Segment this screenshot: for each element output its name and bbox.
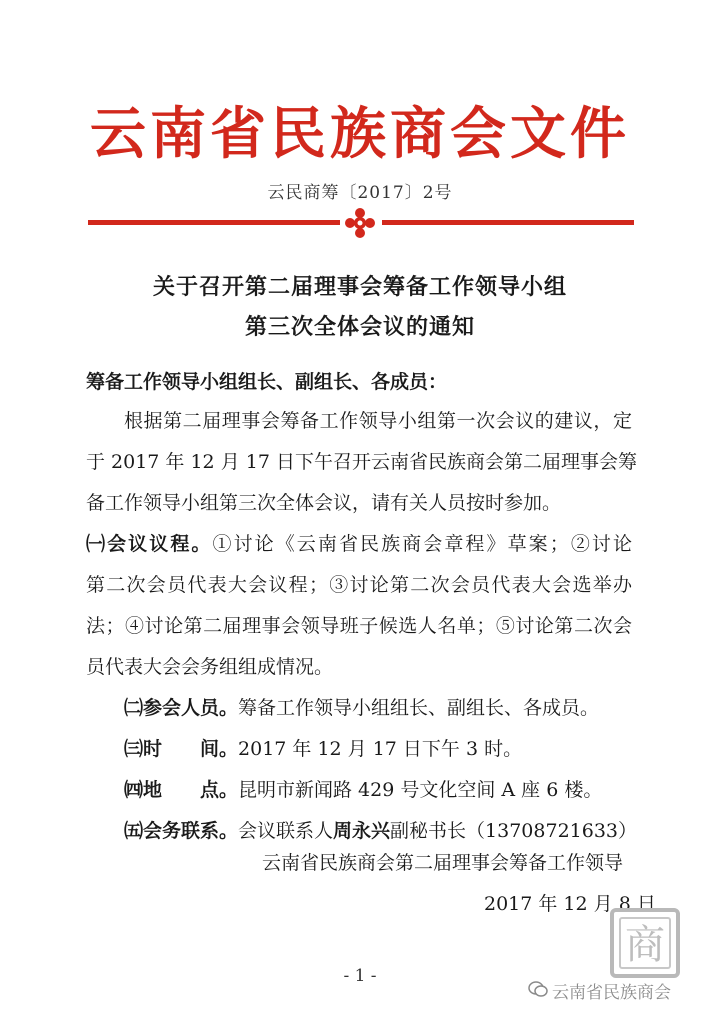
intro-line: 备工作领导小组第三次全体会议，请有关人员按时参加。 bbox=[86, 492, 562, 514]
contact-item bbox=[124, 820, 637, 842]
agenda-line: 法；④讨论第二届理事会领导班子候选人名单；⑤讨论第二次会 bbox=[86, 615, 632, 637]
salutation: 筹备工作领导小组组长、副组长、各成员： bbox=[86, 371, 448, 393]
agenda-line: 第二次会员代表大会议程；③讨论第二次会员代表大会选举办 bbox=[86, 574, 632, 596]
contact-heading: ㈤会务联系。 bbox=[124, 820, 239, 842]
agenda-item-1 bbox=[86, 533, 632, 555]
agenda-text: ①讨论《云南省民族商会章程》草案；②讨论 bbox=[212, 533, 632, 555]
attendees-heading: ㈡参会人员。 bbox=[124, 697, 239, 719]
issue-date: 2017 年 12 月 8 日 bbox=[484, 893, 656, 915]
location-item bbox=[124, 779, 602, 801]
time-text: 2017 年 12 月 17 日下午 3 时。 bbox=[238, 738, 523, 760]
chamber-logo-stamp-icon bbox=[606, 904, 684, 982]
contact-text: 会议联系人 bbox=[238, 820, 334, 842]
notice-title-line-1: 关于召开第二届理事会筹备工作领导小组 bbox=[152, 274, 567, 300]
red-star-emblem-icon bbox=[343, 206, 377, 240]
time-heading: ㈢时 间。 bbox=[124, 738, 239, 760]
time-item bbox=[124, 738, 522, 760]
location-text: 昆明市新闻路 429 号文化空间 A 座 6 楼。 bbox=[238, 779, 603, 801]
page-number: - 1 - bbox=[343, 966, 377, 986]
stamp-char: 商 bbox=[625, 922, 665, 968]
intro-line: 于 2017 年 12 月 17 日下午召开云南省民族商会第二届理事会筹 bbox=[86, 451, 637, 473]
intro-line: 根据第二届理事会筹备工作领导小组第一次会议的建议，定 bbox=[124, 410, 632, 432]
issuer-signature: 云南省民族商会第二届理事会筹备工作领导 bbox=[262, 852, 624, 874]
watermark-account-name: 云南省民族商会 bbox=[552, 983, 671, 1003]
agenda-line: 员代表大会会务组组成情况。 bbox=[86, 656, 334, 678]
red-divider-right bbox=[382, 220, 634, 225]
document-number: 云民商筹〔2017〕2号 bbox=[267, 183, 453, 203]
wechat-icon bbox=[528, 980, 548, 998]
document-masthead: 云南省民族商会文件 bbox=[90, 101, 630, 167]
contact-name: 周永兴 bbox=[333, 820, 391, 842]
attendees-text: 筹备工作领导小组组长、副组长、各成员。 bbox=[238, 697, 600, 719]
agenda-heading: ㈠会议议程。 bbox=[86, 533, 213, 555]
attendees-item bbox=[124, 697, 599, 719]
notice-title-line-2: 第三次全体会议的通知 bbox=[244, 314, 475, 340]
contact-title-phone: 副秘书长（13708721633） bbox=[390, 820, 638, 842]
red-divider-left bbox=[88, 220, 340, 225]
location-heading: ㈣地 点。 bbox=[124, 779, 239, 801]
